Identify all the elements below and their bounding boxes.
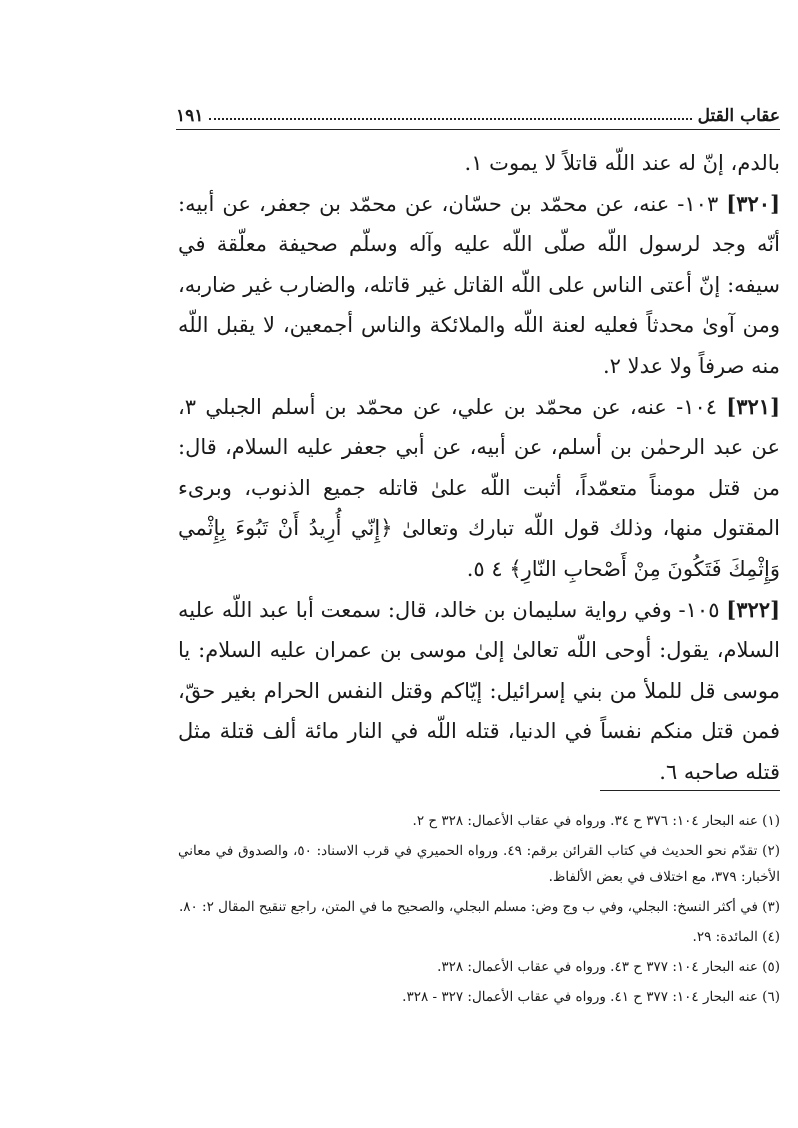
header-rule	[176, 129, 780, 130]
footnote-1: (١) عنه البحار ١٠٤: ٣٧٦ ح ٣٤. ورواه في عقاب الأعمال: ٣٢٨ ح ٢.	[412, 813, 780, 829]
running-header	[176, 96, 780, 126]
footnotes	[178, 808, 780, 1014]
hadith-322	[178, 590, 780, 793]
hadith-number: [٣٢١]	[726, 393, 780, 419]
paragraph-continuation	[178, 143, 780, 184]
hadith-321	[178, 387, 780, 590]
footnote-4: (٤) المائدة: ٢٩.	[692, 929, 780, 945]
paragraph-text: ١٠٥- وفي رواية سليمان بن خالد، قال: سمعت أبا عبد اللّه عليه السلام، يقول: أوحى اللّه تعالىٰ إلىٰ موسى بن عمران عليه السلام: يا موسى قل للملأ من بني إسرائيل: إيّاكم وقتل النفس الحرام بغير حقّ، فمن قتل منكم نفساً في الدنيا، قتله اللّه في النار مائة ألف قتلة مثل قتله صاحبه ٦.	[178, 597, 780, 784]
chapter-title: عقاب القتل	[697, 106, 780, 126]
footnote-2: (٢) تقدّم نحو الحديث في كتاب القرائن برقم: ٤٩. ورواه الحميري في قرب الاسناد: ٥٠، والصدوق في معاني الأخبار: ٣٧٩، مع اختلاف في بعض الألفاظ.	[178, 843, 780, 885]
paragraph-text: بالدم، إنّ له عند اللّه قاتلاً لا يموت ١.	[464, 151, 780, 175]
footnote-5: (٥) عنه البحار ١٠٤: ٣٧٧ ح ٤٣. ورواه في عقاب الأعمال: ٣٢٨.	[437, 959, 780, 975]
main-text	[178, 143, 780, 793]
page-number: ١٩١	[176, 106, 204, 126]
header-dot-leader	[209, 117, 691, 120]
paragraph-text: ١٠٣- عنه، عن محمّد بن حسّان، عن محمّد بن جعفر، عن أبيه: أنّه وجد لرسول اللّه صلّى اللّه عليه وآله وسلّم صحيفة معلّقة في سيفه: إنّ أعتى الناس على اللّه القاتل غير قاتله، والضارب غير ضاربه، ومن آوىٰ محدثاً فعليه لعنة اللّه والملائكة والناس أجمعين، لا يقبل اللّه منه صرفاً ولا عدلا ٢.	[178, 191, 780, 378]
footnote-3: (٣) في أكثر النسخ: البجلي، وفي ب وج وض: مسلم البجلي، والصحيح ما في المتن، راجع تنقيح المقال ٢: ٨٠.	[178, 899, 780, 915]
hadith-number: [٣٢٢]	[726, 596, 780, 622]
paragraph-text: ١٠٤- عنه، عن محمّد بن علي، عن محمّد بن أسلم الجبلي ٣، عن عبد الرحمٰن بن أسلم، عن أبيه، عن أبي جعفر عليه السلام، قال: من قتل مومناً متعمّداً، أثبت اللّه علىٰ قاتله جميع الذنوب، وبرىء المقتول منها، وذلك قول اللّه تبارك وتعالىٰ ﴿إِنّي أُرِيدُ أَنْ تَبُوءَ بِإِثْمي وَإِثْمِكَ فَتَكُونَ مِنْ أَصْحابِ النّارِ﴾ ٤ ٥.	[178, 394, 780, 581]
hadith-number: [٣٢٠]	[726, 190, 780, 216]
footnote-6: (٦) عنه البحار ١٠٤: ٣٧٧ ح ٤١. ورواه في عقاب الأعمال: ٣٢٧ - ٣٢٨.	[402, 989, 780, 1005]
footnote-rule	[600, 790, 780, 791]
hadith-320	[178, 184, 780, 387]
